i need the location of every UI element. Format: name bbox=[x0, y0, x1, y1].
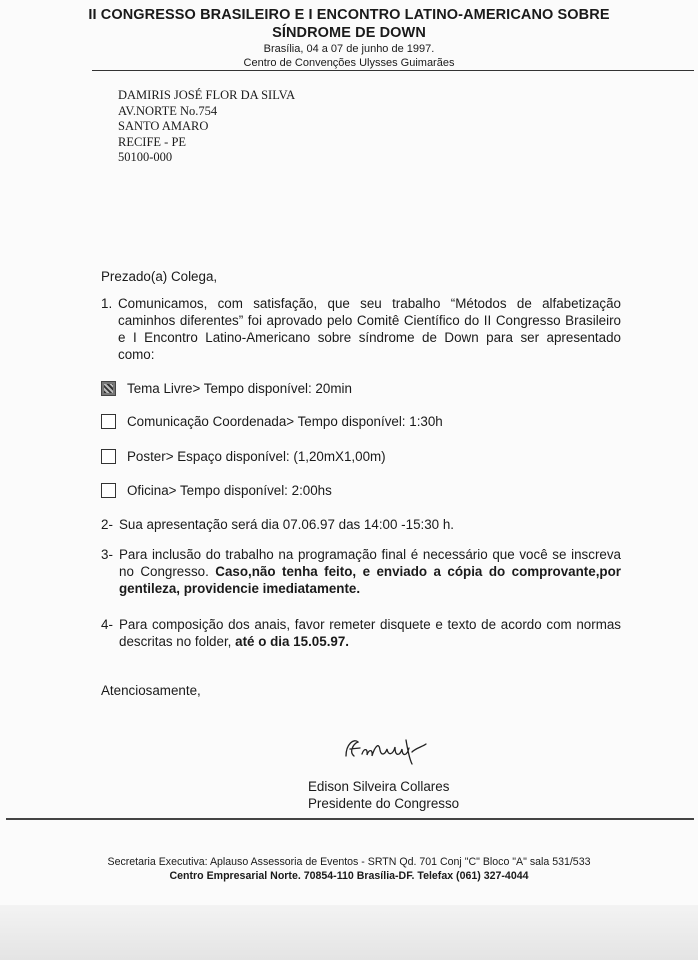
item-3-text bbox=[119, 546, 621, 597]
recipient-city: RECIFE - PE bbox=[118, 134, 187, 149]
option-label: Oficina> Tempo disponível: 2:00hs bbox=[127, 483, 332, 498]
item-3-number: 3- bbox=[101, 547, 113, 562]
venue: Centro de Convenções Ulysses Guimarães bbox=[243, 57, 455, 69]
recipient-district: SANTO AMARO bbox=[118, 119, 209, 133]
item-4-plain: Para composição dos anais, favor remeter disquete e texto de acordo com normas descritas no folder, bbox=[119, 617, 621, 649]
item-3-bold: Caso,não tenha feito, e enviado a cópia do comprovante,por gentileza, providencie imediatamente. bbox=[119, 564, 622, 596]
item-4-text bbox=[119, 616, 621, 650]
item-1-number: 1. bbox=[101, 296, 113, 311]
footer-divider bbox=[6, 818, 694, 820]
footer-line1: Secretaria Executiva: Aplauso Assessoria de Eventos - SRTN Qd. 701 Conj "C" Bloco "A" sala 531/533 bbox=[107, 856, 591, 868]
item-4-number: 4- bbox=[101, 617, 113, 632]
option-oficina[interactable] bbox=[101, 482, 332, 499]
congress-title-line1: II CONGRESSO BRASILEIRO E I ENCONTRO LATINO-AMERICANO SOBRE bbox=[88, 7, 610, 23]
recipient-zip: 50100-000 bbox=[118, 150, 173, 164]
congress-title-line2: SÍNDROME DE DOWN bbox=[272, 25, 426, 41]
item-1 bbox=[101, 295, 621, 363]
checkbox-checked[interactable] bbox=[101, 381, 116, 396]
letterhead bbox=[0, 6, 698, 70]
handwritten-signature bbox=[340, 730, 435, 770]
footer bbox=[0, 855, 698, 883]
signatory-role: Presidente do Congresso bbox=[308, 796, 460, 811]
scan-bottom-margin bbox=[0, 905, 698, 960]
item-4 bbox=[101, 616, 621, 650]
item-1-text: Comunicamos, com satisfação, que seu trabalho “Métodos de alfabetização caminhos diferentes” foi aprovado pelo Comitê Científico do II Congresso Brasileiro e I Encontro Latino-Americano sobre síndrome de Down para ser apresentado como: bbox=[118, 296, 621, 362]
checkbox[interactable] bbox=[101, 483, 116, 498]
option-tema-livre[interactable] bbox=[101, 380, 352, 397]
item-2-text: Sua apresentação será dia 07.06.97 das 14:00 -15:30 h. bbox=[119, 517, 455, 532]
item-2 bbox=[101, 516, 621, 533]
option-poster[interactable] bbox=[101, 448, 386, 465]
header-divider bbox=[92, 70, 694, 71]
item-3-plain: Para inclusão do trabalho na programação final é necessário que você se inscreva no Congresso. bbox=[119, 547, 621, 579]
checkbox[interactable] bbox=[101, 414, 116, 429]
item-4-bold: até o dia 15.05.97. bbox=[235, 634, 350, 649]
greeting: Prezado(a) Colega, bbox=[101, 269, 218, 284]
recipient-address bbox=[118, 88, 295, 166]
item-3 bbox=[101, 546, 621, 597]
footer-line2: Centro Empresarial Norte. 70854-110 Brasília-DF. Telefax (061) 327-4044 bbox=[169, 870, 529, 882]
option-comunicacao-coordenada[interactable] bbox=[101, 413, 443, 430]
option-label: Tema Livre> Tempo disponível: 20min bbox=[127, 381, 352, 396]
recipient-street: AV.NORTE No.754 bbox=[118, 103, 218, 118]
option-label: Comunicação Coordenada> Tempo disponível: 1:30h bbox=[127, 414, 443, 429]
closing: Atenciosamente, bbox=[101, 683, 201, 698]
option-label: Poster> Espaço disponível: (1,20mX1,00m) bbox=[127, 449, 386, 464]
signatory bbox=[308, 778, 459, 812]
recipient-name: DAMIRIS JOSÉ FLOR DA SILVA bbox=[118, 88, 296, 102]
signatory-name: Edison Silveira Collares bbox=[308, 779, 450, 794]
checkbox[interactable] bbox=[101, 449, 116, 464]
item-2-number: 2- bbox=[101, 517, 113, 532]
date-place: Brasília, 04 a 07 de junho de 1997. bbox=[263, 43, 435, 55]
